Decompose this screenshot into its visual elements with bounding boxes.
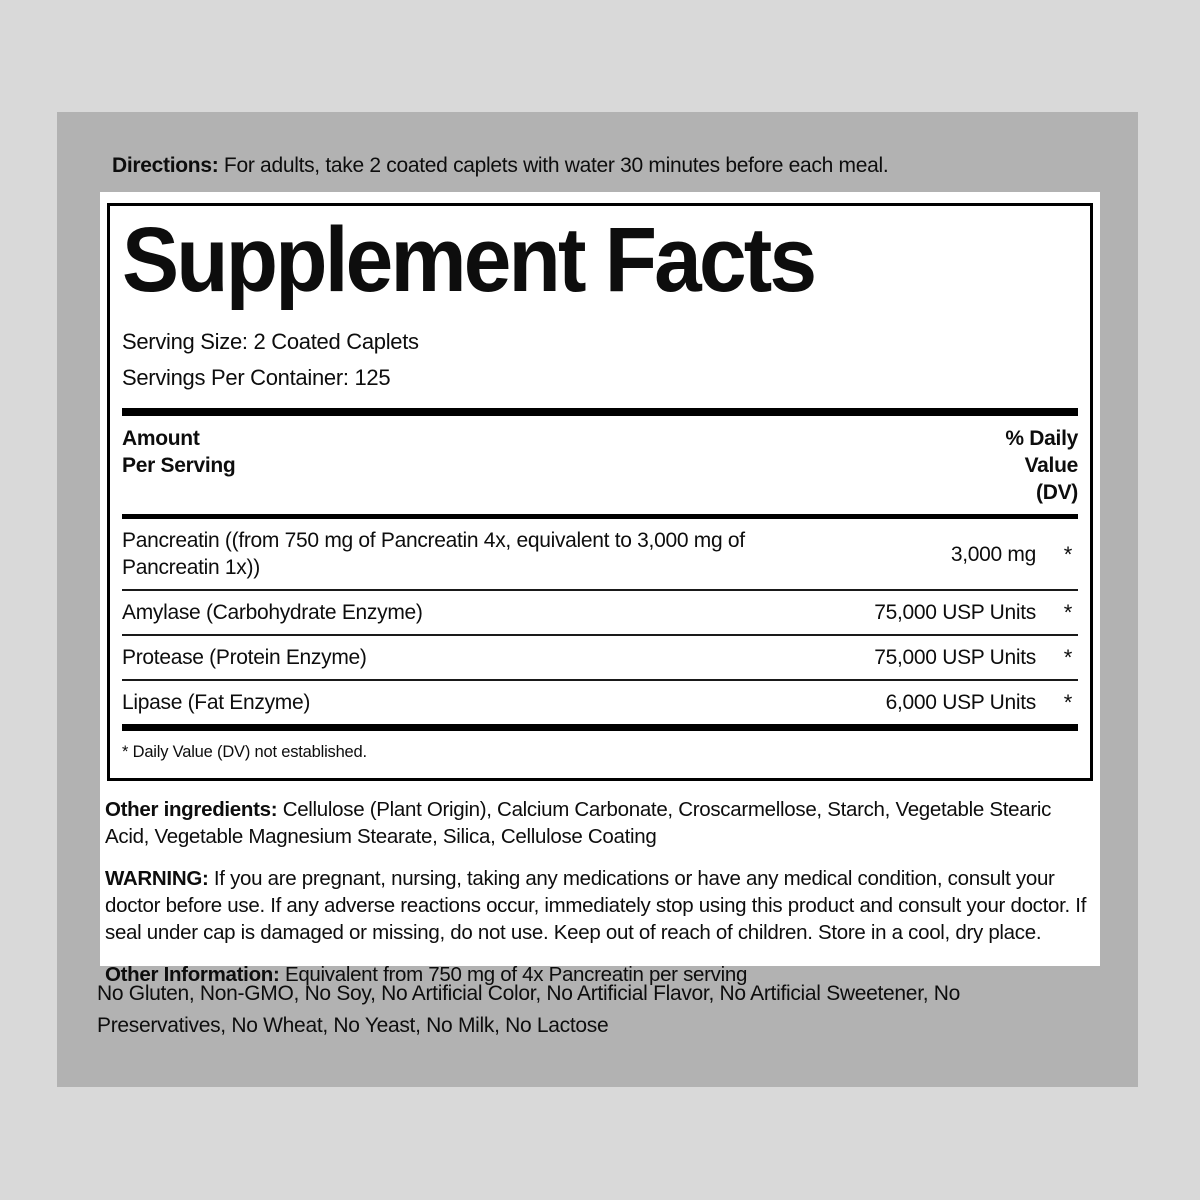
directions-text [112, 152, 1102, 179]
ingredient-name: Protease (Protein Enzyme) [122, 646, 367, 669]
warning-label: WARNING: [105, 867, 209, 890]
other-information-label: Other Information: [105, 963, 280, 986]
servings-per-container: Servings Per Container: 125 [122, 365, 391, 390]
label-panel [57, 112, 1138, 1087]
amount-per-serving-heading [122, 425, 235, 506]
ingredient-amount: 75,000 USP Units [874, 601, 1036, 624]
ingredient-name: Amylase (Carbohydrate Enzyme) [122, 601, 423, 624]
ingredient-row-protease [122, 634, 1078, 679]
free-from-statement: No Gluten, Non-GMO, No Soy, No Artificial Color, No Artificial Flavor, No Artificial Sweetener, No Preservatives, No Wheat, No Yeast, No Milk, No Lactose [97, 982, 961, 1037]
ingredient-dv: * [1063, 600, 1072, 625]
ingredient-amount: 3,000 mg [950, 542, 1036, 566]
facts-header [122, 416, 1078, 514]
other-ingredients-body: Cellulose (Plant Origin), Calcium Carbonate, Croscarmellose, Starch, Vegetable Stearic Acid, Vegetable Magnesium Stearate, Silica, Cellulose Coating [105, 798, 1052, 848]
ingredient-dv: * [1063, 645, 1072, 670]
warning-text [105, 865, 1092, 946]
daily-value-footnote: * Daily Value (DV) not established. [122, 743, 367, 761]
ingredient-name: Lipase (Fat Enzyme) [122, 691, 311, 714]
dv-heading-line2: Value [1024, 454, 1078, 477]
warning-body: If you are pregnant, nursing, taking any medications or have any medical condition, consult your doctor before use. If any adverse reactions occur, immediately stop using this product and consult your doctor. If seal under cap is damaged or missing, do not use. Keep out of reach of children. Store in a cool, dry place. [105, 867, 1087, 944]
label-card [100, 192, 1100, 986]
amount-heading-line2: Per Serving [122, 454, 236, 477]
other-ingredients-text [105, 796, 1092, 850]
dv-heading-line3: (DV) [1036, 481, 1078, 504]
ingredient-name: Pancreatin ((from 750 mg of Pancreatin 4x, equivalent to 3,000 mg of Pancreatin 1x)) [122, 529, 745, 579]
ingredient-amount: 6,000 USP Units [885, 691, 1036, 714]
other-ingredients-label: Other ingredients: [105, 798, 278, 821]
daily-value-heading [1005, 425, 1078, 506]
directions-label: Directions: [112, 154, 219, 177]
supplement-facts-title: Supplement Facts [122, 209, 815, 311]
divider-thick-bottom [122, 724, 1078, 731]
divider-thick-top [122, 408, 1078, 416]
serving-size: Serving Size: 2 Coated Caplets [122, 329, 419, 354]
ingredient-dv: * [1063, 690, 1072, 715]
supplement-facts-box [107, 203, 1093, 781]
ingredient-row-pancreatin [122, 519, 1078, 589]
amount-heading-line1: Amount [122, 427, 200, 450]
dv-heading-line1: % Daily [1005, 427, 1078, 450]
other-information-body: Equivalent from 750 mg of 4x Pancreatin per serving [279, 963, 748, 986]
ingredient-row-lipase [122, 679, 1078, 724]
ingredient-amount: 75,000 USP Units [874, 646, 1036, 669]
ingredient-row-amylase [122, 589, 1078, 634]
ingredient-dv: * [1063, 541, 1072, 567]
directions-body: For adults, take 2 coated caplets with water 30 minutes before each meal. [218, 154, 889, 177]
